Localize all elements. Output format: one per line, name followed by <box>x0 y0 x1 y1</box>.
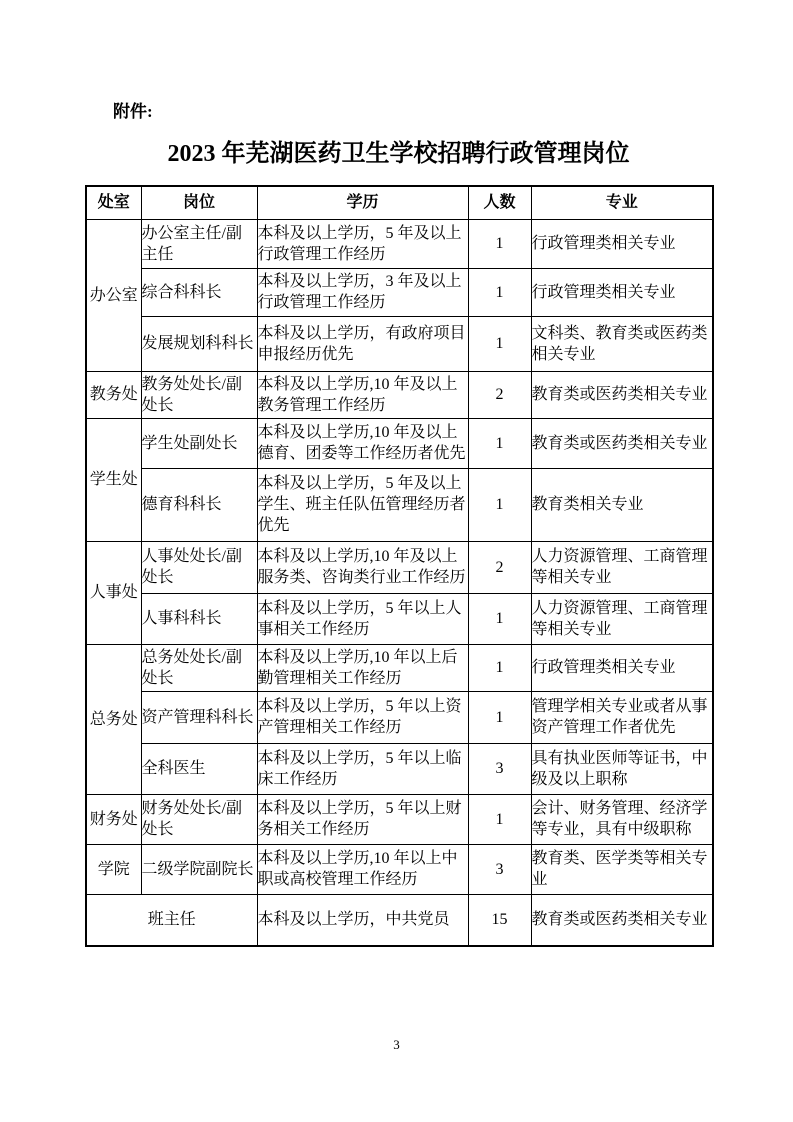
count-cell: 1 <box>468 219 531 268</box>
position-cell: 人事处处长/副处长 <box>141 541 257 593</box>
position-cell: 发展规划科科长 <box>141 316 257 371</box>
education-cell: 本科及以上学历,10 年及以上服务类、咨询类行业工作经历 <box>257 541 468 593</box>
department-cell: 财务处 <box>86 794 141 844</box>
header-count: 人数 <box>468 186 531 219</box>
major-cell: 人力资源管理、工商管理等相关专业 <box>531 541 713 593</box>
table-row <box>86 316 713 371</box>
department-cell: 教务处 <box>86 371 141 418</box>
header-position: 岗位 <box>141 186 257 219</box>
education-cell: 本科及以上学历,10 年及以上教务管理工作经历 <box>257 371 468 418</box>
major-cell: 具有执业医师等证书，中级及以上职称 <box>531 743 713 794</box>
department-cell: 学生处 <box>86 418 141 541</box>
page-number: 3 <box>393 1037 400 1052</box>
position-cell: 德育科科长 <box>141 468 257 541</box>
header-major: 专业 <box>531 186 713 219</box>
major-cell: 教育类或医药类相关专业 <box>531 894 713 946</box>
education-cell: 本科及以上学历，5 年及以上学生、班主任队伍管理经历者优先 <box>257 468 468 541</box>
major-cell: 教育类相关专业 <box>531 468 713 541</box>
table-header-row <box>86 186 713 219</box>
education-cell: 本科及以上学历,10 年以上中职或高校管理工作经历 <box>257 844 468 894</box>
education-cell: 本科及以上学历，有政府项目申报经历优先 <box>257 316 468 371</box>
education-cell: 本科及以上学历,10 年及以上德育、团委等工作经历者优先 <box>257 418 468 468</box>
position-cell: 学生处副处长 <box>141 418 257 468</box>
position-cell: 班主任 <box>86 894 257 946</box>
education-cell: 本科及以上学历，5 年以上资产管理相关工作经历 <box>257 691 468 743</box>
department-cell: 办公室 <box>86 219 141 371</box>
department-cell: 人事处 <box>86 541 141 644</box>
education-cell: 本科及以上学历，5 年以上临床工作经历 <box>257 743 468 794</box>
count-cell: 1 <box>468 691 531 743</box>
table-row <box>86 743 713 794</box>
count-cell: 1 <box>468 644 531 691</box>
education-cell: 本科及以上学历，3 年及以上行政管理工作经历 <box>257 268 468 316</box>
table-row <box>86 268 713 316</box>
position-cell: 综合科科长 <box>141 268 257 316</box>
count-cell: 3 <box>468 743 531 794</box>
department-cell: 学院 <box>86 844 141 894</box>
table-row <box>86 844 713 894</box>
education-cell: 本科及以上学历，5 年以上人事相关工作经历 <box>257 593 468 644</box>
count-cell: 1 <box>468 593 531 644</box>
major-cell: 会计、财务管理、经济学等专业，具有中级职称 <box>531 794 713 844</box>
table-row <box>86 593 713 644</box>
count-cell: 1 <box>468 468 531 541</box>
department-cell: 总务处 <box>86 644 141 794</box>
table-row <box>86 219 713 268</box>
major-cell: 文科类、教育类或医药类相关专业 <box>531 316 713 371</box>
recruitment-table <box>85 185 714 947</box>
table-row <box>86 691 713 743</box>
count-cell: 2 <box>468 541 531 593</box>
major-cell: 管理学相关专业或者从事资产管理工作者优先 <box>531 691 713 743</box>
count-cell: 1 <box>468 316 531 371</box>
education-cell: 本科及以上学历，5 年及以上行政管理工作经历 <box>257 219 468 268</box>
table-row <box>86 644 713 691</box>
page-title: 2023 年芜湖医药卫生学校招聘行政管理岗位 <box>167 141 630 167</box>
position-cell: 二级学院副院长 <box>141 844 257 894</box>
count-cell: 1 <box>468 268 531 316</box>
table-row <box>86 894 713 946</box>
attachment-label: 附件: <box>113 102 153 121</box>
education-cell: 本科及以上学历,10 年以上后勤管理相关工作经历 <box>257 644 468 691</box>
position-cell: 资产管理科科长 <box>141 691 257 743</box>
position-cell: 人事科科长 <box>141 593 257 644</box>
position-cell: 办公室主任/副主任 <box>141 219 257 268</box>
count-cell: 1 <box>468 418 531 468</box>
major-cell: 教育类、医学类等相关专业 <box>531 844 713 894</box>
recruitment-table-body <box>86 219 713 946</box>
count-cell: 2 <box>468 371 531 418</box>
position-cell: 全科医生 <box>141 743 257 794</box>
header-education: 学历 <box>257 186 468 219</box>
major-cell: 教育类或医药类相关专业 <box>531 418 713 468</box>
table-row <box>86 468 713 541</box>
major-cell: 行政管理类相关专业 <box>531 644 713 691</box>
education-cell: 本科及以上学历，中共党员 <box>257 894 468 946</box>
major-cell: 行政管理类相关专业 <box>531 219 713 268</box>
position-cell: 总务处处长/副处长 <box>141 644 257 691</box>
count-cell: 1 <box>468 794 531 844</box>
count-cell: 3 <box>468 844 531 894</box>
header-department: 处室 <box>86 186 141 219</box>
table-row <box>86 418 713 468</box>
table-row <box>86 541 713 593</box>
major-cell: 人力资源管理、工商管理等相关专业 <box>531 593 713 644</box>
major-cell: 行政管理类相关专业 <box>531 268 713 316</box>
position-cell: 教务处处长/副处长 <box>141 371 257 418</box>
count-cell: 15 <box>468 894 531 946</box>
position-cell: 财务处处长/副处长 <box>141 794 257 844</box>
table-row <box>86 371 713 418</box>
education-cell: 本科及以上学历，5 年以上财务相关工作经历 <box>257 794 468 844</box>
table-row <box>86 794 713 844</box>
major-cell: 教育类或医药类相关专业 <box>531 371 713 418</box>
